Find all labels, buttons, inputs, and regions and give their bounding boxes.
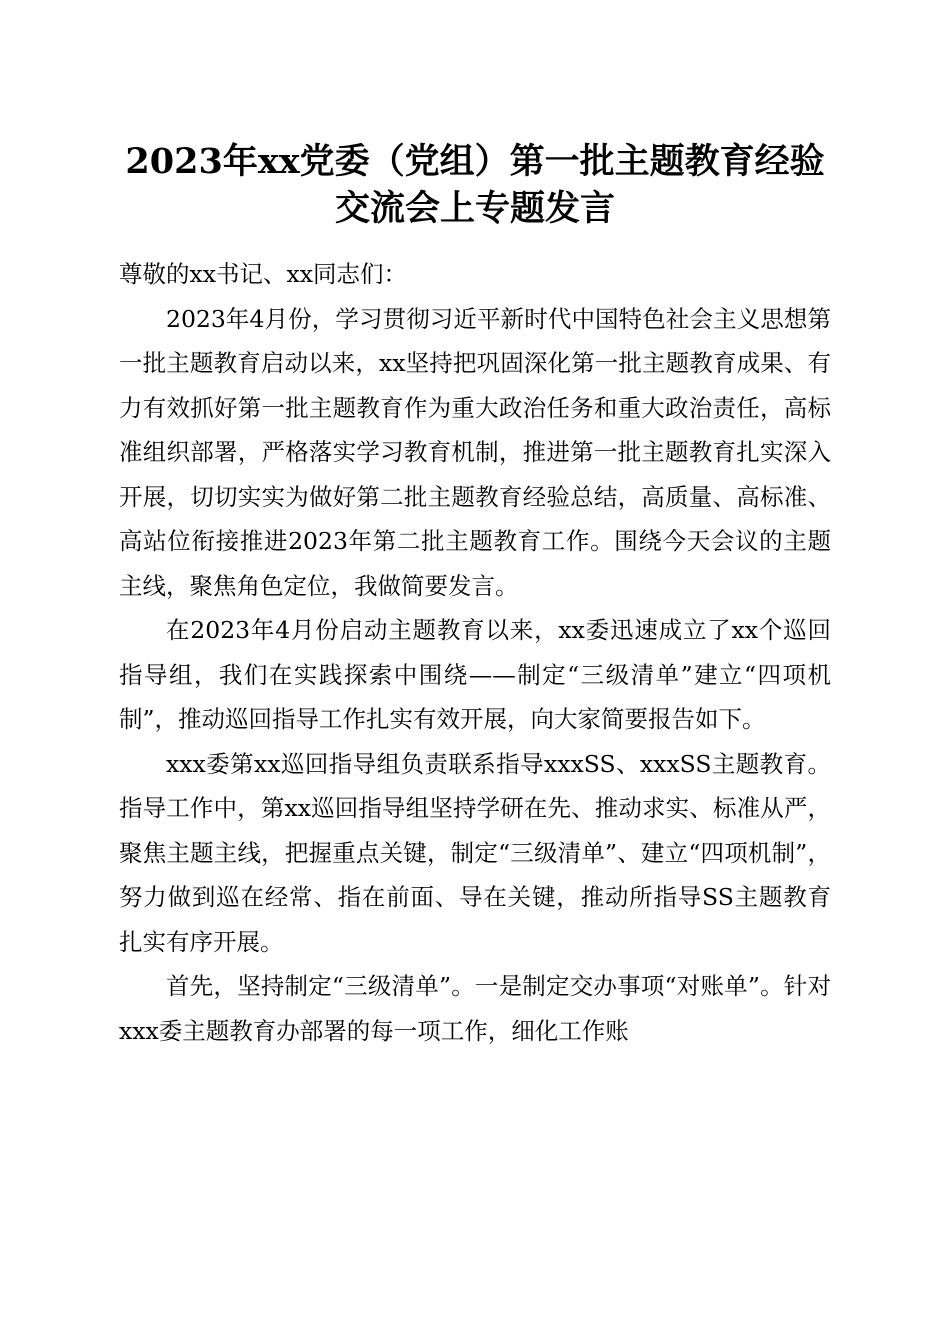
paragraph-2: 在2023年4月份启动主题教育以来，xx委迅速成立了xx个巡回指导组，我们在实践探索中围绕——制定“三级清单”建立“四项机制”，推动巡回指导工作扎实有效开展，向大家简要报告如下。 [119, 616, 831, 733]
paragraph-4: 首先，坚持制定“三级清单”。一是制定交办事项“对账单”。针对xxx委主题教育办部署的每一项工作，细化工作账 [119, 972, 831, 1045]
document-title-line-2: 交流会上专题发言 [334, 188, 615, 229]
paragraph-1: 2023年4月份，学习贯彻习近平新时代中国特色社会主义思想第一批主题教育启动以来，xx坚持把巩固深化第一批主题教育成果、有力有效抓好第一批主题教育作为重大政治任务和重大政治责任，高标准组织部署，严格落实学习教育机制，推进第一批主题教育扎实深入开展，切切实实为做好第二批主题教育经验总结，高质量、高标准、高站位衔接推进2023年第二批主题教育工作。围绕今天会议的主题主线，聚焦角色定位，我做简要发言。 [119, 304, 831, 600]
document-body [119, 252, 831, 1053]
salutation: 尊敬的xx书记、xx同志们： [119, 260, 408, 288]
document-title-line-1: 2023年xx党委（党组）第一批主题教育经验 [125, 141, 825, 182]
paragraph-3: xxx委第xx巡回指导组负责联系指导xxxSS、xxxSS主题教育。指导工作中，第xx巡回指导组坚持学研在先、推动求实、标准从严，聚焦主题主线，把握重点关键，制定“三级清单”、建立“四项机制”，努力做到巡在经常、指在前面、导在关键，推动所指导SS主题教育扎实有序开展。 [119, 749, 831, 956]
